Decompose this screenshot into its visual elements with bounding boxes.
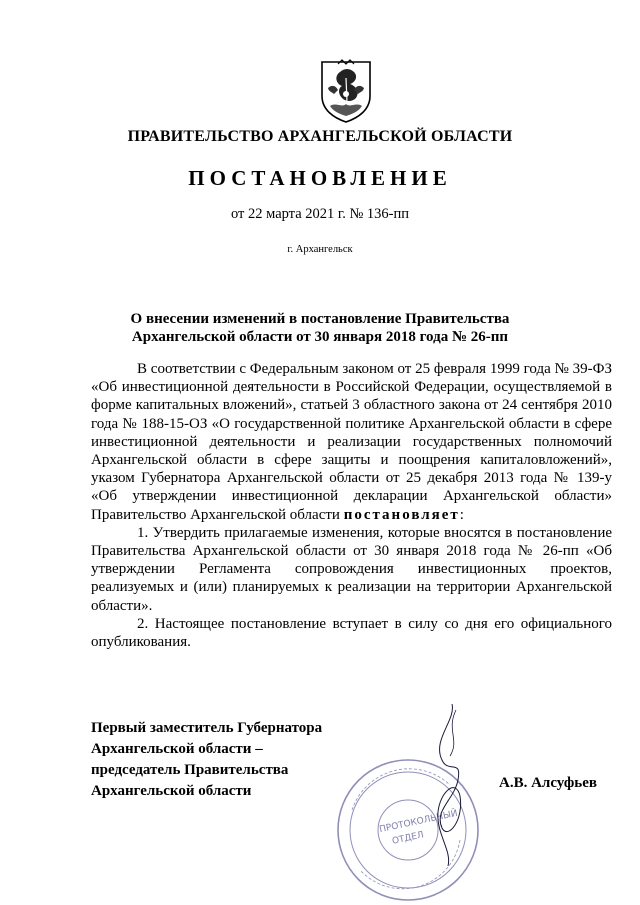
item-1: 1. Утвердить прилагаемые изменения, которые вносятся в постановление Правительства Архангельской области от 30 января 2018 года № 26-пп «Об утверждении Регламента сопровождения инвестиционных проектов, реализуемых и (или) планируемых к реализации на территории Архангельской области».	[91, 524, 612, 614]
seal-text: ПРОТОКОЛЬНЫЙ	[378, 808, 459, 836]
seal-text: ОТДЕЛ	[391, 830, 425, 847]
preamble-paragraph	[91, 360, 612, 524]
signer-title-line: Архангельской области	[91, 783, 252, 799]
document-type: ПОСТАНОВЛЕНИЕ	[188, 166, 452, 190]
organization-title: ПРАВИТЕЛЬСТВО АРХАНГЕЛЬСКОЙ ОБЛАСТИ	[127, 128, 513, 145]
document-title	[120, 310, 520, 346]
preamble-text: В соответствии с Федеральным законом от 25 февраля 1999 года № 39-ФЗ «Об инвестиционной деятельности в Российской Федерации, осуществляемой в форме капитальных вложений», статьей 3 областного закона от 24 сентября 2010 года № 188-15-ОЗ «О государственной политике Архангельской области в сфере инвестиционной деятельности и реализации государственных полномочий Архангельской области в сфере защиты и поощрения капиталовложений», указом Губернатора Архангельской области от 25 декабря 2013 года № 139-у «Об утверждении инвестиционной декларации Архангельской области» Правительство Архангельской области	[91, 361, 612, 523]
document-body	[91, 360, 612, 651]
signer-title-line: председатель Правительства	[91, 762, 289, 778]
city: г. Архангельск	[287, 244, 353, 255]
title-line: О внесении изменений в постановление Правительства	[130, 311, 510, 327]
handwritten-signature	[412, 700, 482, 870]
title-line: Архангельской области от 30 января 2018 года № 26-пп	[131, 329, 509, 345]
decree-word: постановляет	[343, 506, 460, 523]
item-2: 2. Настоящее постановление вступает в силу со дня его официального опубликования.	[91, 615, 612, 651]
signer-title-line: Архангельской области –	[91, 741, 263, 757]
signer-title	[91, 718, 391, 802]
decree-colon: :	[459, 506, 464, 523]
signer-title-line: Первый заместитель Губернатора	[91, 720, 323, 736]
signer-name: А.В. Алсуфьев	[499, 775, 597, 791]
date-and-number: от 22 марта 2021 г. № 136-пп	[230, 206, 410, 222]
coat-of-arms-icon	[316, 58, 376, 124]
